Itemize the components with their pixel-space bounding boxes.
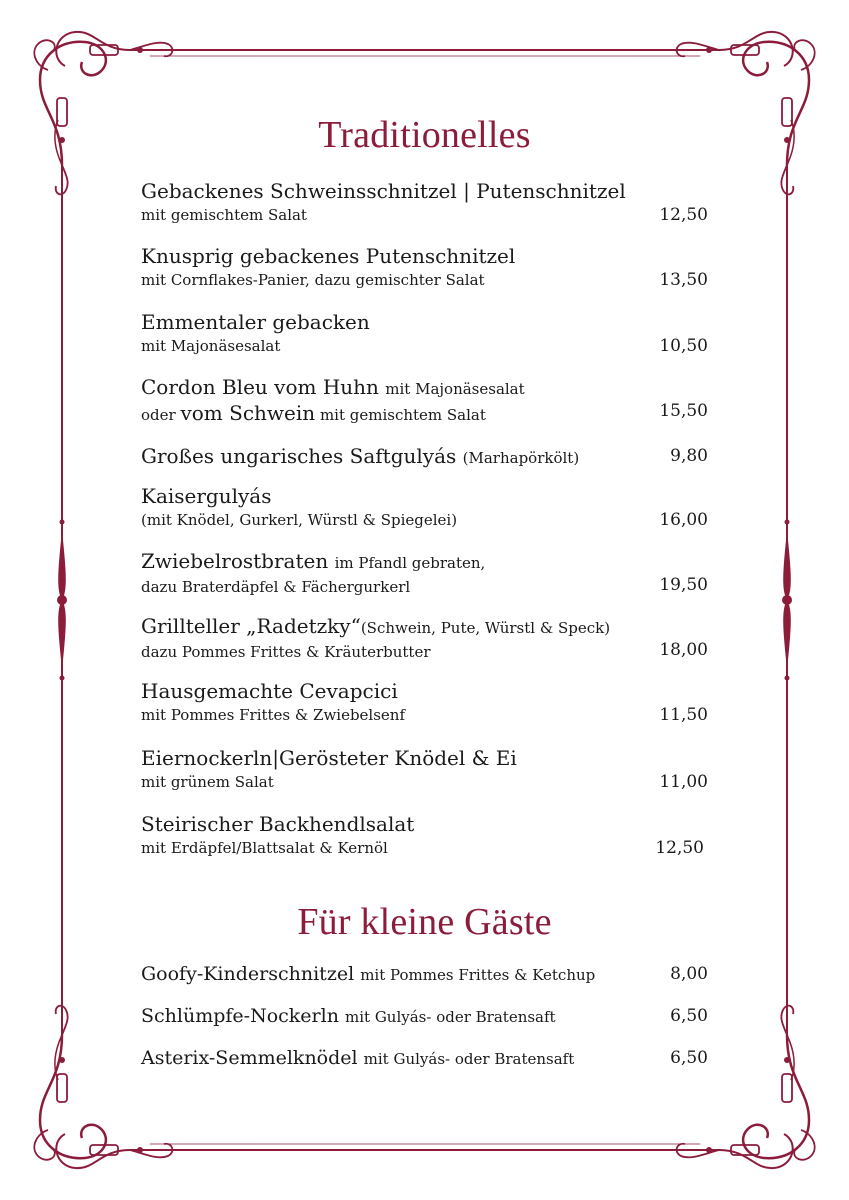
item-name-suffix: (Marhapörkölt) [462, 449, 580, 467]
item-price: 6,50 [670, 1048, 708, 1068]
item-price: 11,50 [659, 705, 708, 725]
item-price: 8,00 [670, 964, 708, 984]
item-price: 10,50 [659, 336, 708, 356]
item-name: Asterix-Semmelknödel [141, 1047, 358, 1069]
item-price: 15,50 [659, 401, 708, 421]
menu-item [141, 244, 708, 290]
item-name-suffix: mit Gulyás- oder Bratensaft [345, 1008, 556, 1026]
item-description: (mit Knödel, Gurkerl, Würstl & Spiegelei) [141, 511, 458, 529]
section-title-traditionelles: Traditionelles [318, 114, 531, 156]
menu-item [141, 179, 708, 225]
item-name: Steirischer Backhendlsalat [141, 812, 415, 836]
item-name-suffix: mit Gulyás- oder Bratensaft [363, 1050, 575, 1068]
menu-item [141, 1046, 708, 1071]
menu-item [141, 614, 708, 662]
menu-item [141, 1004, 708, 1029]
item-name: Hausgemachte Cevapcici [141, 679, 398, 703]
item-price: 18,00 [659, 640, 708, 660]
item-name-suffix: im Pfandl gebraten, [334, 554, 486, 572]
item-description: mit Erdäpfel/Blattsalat & Kernöl [141, 839, 388, 857]
menu-item [141, 679, 708, 725]
item-name: Kaisergulyás [141, 484, 272, 508]
item-name: Grillteller „Radetzky“ [141, 614, 361, 638]
item-name: Großes ungarisches Saftgulyás [141, 444, 457, 468]
section-title-fuer-kleine-gaeste: Für kleine Gäste [297, 901, 552, 943]
item-name-suffix: mit Majonäsesalat [385, 380, 525, 398]
item-price: 11,00 [659, 772, 708, 792]
item-description: mit Majonäsesalat [141, 337, 281, 355]
menu-item [141, 812, 708, 858]
item-description-prefix: oder [141, 406, 176, 424]
menu-item [141, 310, 708, 356]
menu-item [141, 375, 708, 425]
item-name: Eiernockerln|Gerösteter Knödel & Ei [141, 746, 517, 770]
item-price: 13,50 [659, 270, 708, 290]
item-name: Goofy-Kinderschnitzel [141, 963, 355, 985]
item-name: Cordon Bleu vom Huhn [141, 375, 379, 399]
item-name-suffix: (Schwein, Pute, Würstl & Speck) [360, 619, 611, 637]
menu-item [141, 444, 708, 470]
item-variant-name: vom Schwein [180, 401, 316, 425]
item-description: dazu Braterdäpfel & Fächergurkerl [141, 578, 411, 596]
item-description: dazu Pommes Frittes & Kräuterbutter [141, 643, 431, 661]
menu-item [141, 746, 708, 792]
item-name-suffix: mit Pommes Frittes & Ketchup [360, 966, 596, 984]
item-price: 12,50 [655, 838, 704, 858]
item-description: mit gemischtem Salat [141, 206, 307, 224]
item-name: Schlümpfe-Nockerln [141, 1005, 339, 1027]
item-name: Gebackenes Schweinsschnitzel | Putenschnitzel [141, 179, 626, 203]
item-description: mit Pommes Frittes & Zwiebelsenf [141, 706, 406, 724]
item-price: 12,50 [659, 205, 708, 225]
item-price: 9,80 [670, 446, 708, 466]
item-description: mit grünem Salat [141, 773, 274, 791]
item-name: Emmentaler gebacken [141, 310, 370, 334]
item-price: 6,50 [670, 1006, 708, 1026]
item-price: 19,50 [659, 575, 708, 595]
item-description: mit gemischtem Salat [319, 406, 486, 424]
menu-item [141, 962, 708, 987]
item-name: Zwiebelrostbraten [141, 549, 329, 573]
menu-item [141, 484, 708, 530]
item-description: mit Cornflakes-Panier, dazu gemischter Salat [141, 271, 485, 289]
item-name: Knusprig gebackenes Putenschnitzel [141, 244, 516, 268]
item-price: 16,00 [659, 510, 708, 530]
menu-item [141, 549, 708, 597]
